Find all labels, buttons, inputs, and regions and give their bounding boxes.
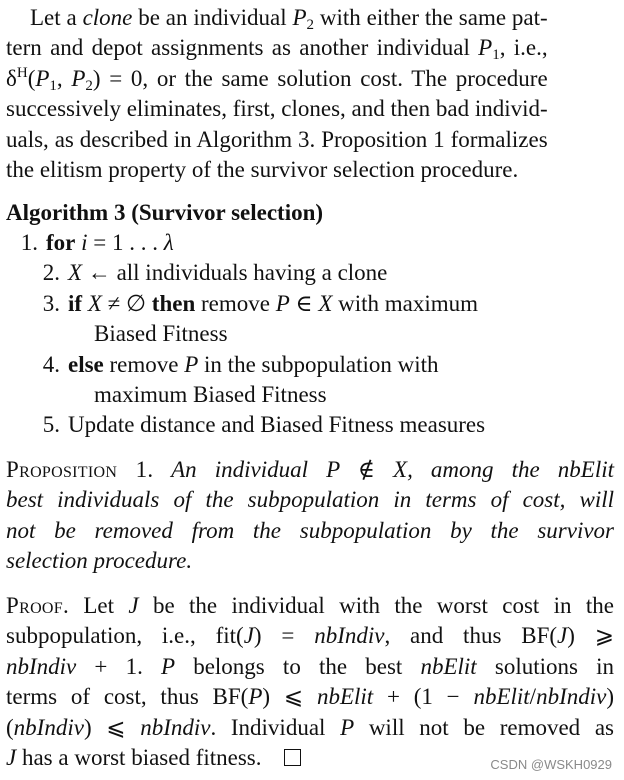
qed-box-icon: [284, 749, 301, 766]
text-line: Proof. Let J be the individual with the worst cost in the: [6, 593, 614, 618]
step-number: 3.: [42, 290, 60, 316]
algorithm-step-3: [6, 289, 614, 319]
step-text: else remove P in the subpopulation with: [68, 351, 439, 377]
algorithm-step-1: [6, 228, 614, 258]
proposition-1: [6, 455, 614, 577]
step-text: if X ≠ ∅ then remove P ∈ X with maximum: [68, 290, 479, 316]
text-line: tern and depot assignments as another individual $P_1$, i.e.,: [6, 35, 548, 64]
text-line: $\delta^H(P_1$, $P_2) = 0$, or the same solution cost. The procedure: [6, 64, 548, 94]
text-line: selection procedure.: [6, 548, 193, 574]
algorithm-title: Algorithm 3 (Survivor selection): [6, 200, 324, 225]
step-text: X ← all individuals having a clone: [68, 260, 388, 286]
text-line: J has a worst biased fitness.: [6, 743, 614, 773]
text-line: not be removed from the subpopulation by the survivor: [6, 517, 614, 543]
proof-label: Proof.: [6, 593, 70, 618]
step-number: 2.: [42, 260, 60, 286]
clone-definition-paragraph: [6, 3, 548, 185]
text-line: uals, as described in Algorithm 3. Proposition 1 formalizes: [6, 126, 548, 152]
text-line: Proposition 1. An individual P ∉ X, among the nbElit: [6, 457, 615, 482]
text-line: nbIndiv + 1. P belongs to the best nbElit solutions in: [6, 653, 614, 679]
text-line: best individuals of the subpopulation in terms of cost, will: [6, 487, 614, 513]
algorithm-steps: [6, 228, 614, 441]
text-line: (nbIndiv) ⩽ nbIndiv. Individual P will not be removed as: [6, 714, 614, 740]
algorithm-step-5: [6, 410, 614, 440]
text-line: terms of cost, thus BF(P) ⩽ nbElit + (1 − nbElit/nbIndiv): [6, 684, 614, 710]
proposition-label: Proposition 1.: [6, 457, 154, 482]
step-number: 4.: [42, 351, 60, 377]
text-line: subpopulation, i.e., fit(J) = nbIndiv, and thus BF(J) ⩾: [6, 623, 615, 649]
algorithm-step-4-continued: maximum Biased Fitness: [94, 382, 327, 408]
step-number: 1.: [20, 230, 38, 255]
algorithm-step-3-continued: Biased Fitness: [94, 321, 228, 347]
step-text: Update distance and Biased Fitness measures: [68, 412, 486, 438]
proof: [6, 591, 614, 773]
text-line: successively eliminates, first, clones, and then bad individ-: [6, 96, 548, 122]
step-text: for i = 1 . . . λ: [46, 230, 174, 255]
algorithm-step-4: [6, 350, 614, 380]
text-line: Let a clone be an individual $P_2$ with either the same pat-: [30, 5, 548, 33]
step-number: 5.: [42, 412, 60, 438]
algorithm-step-2: [6, 258, 614, 288]
text-line: the elitism property of the survivor selection procedure.: [6, 157, 519, 183]
watermark: CSDN @WSKH0929: [490, 757, 612, 772]
